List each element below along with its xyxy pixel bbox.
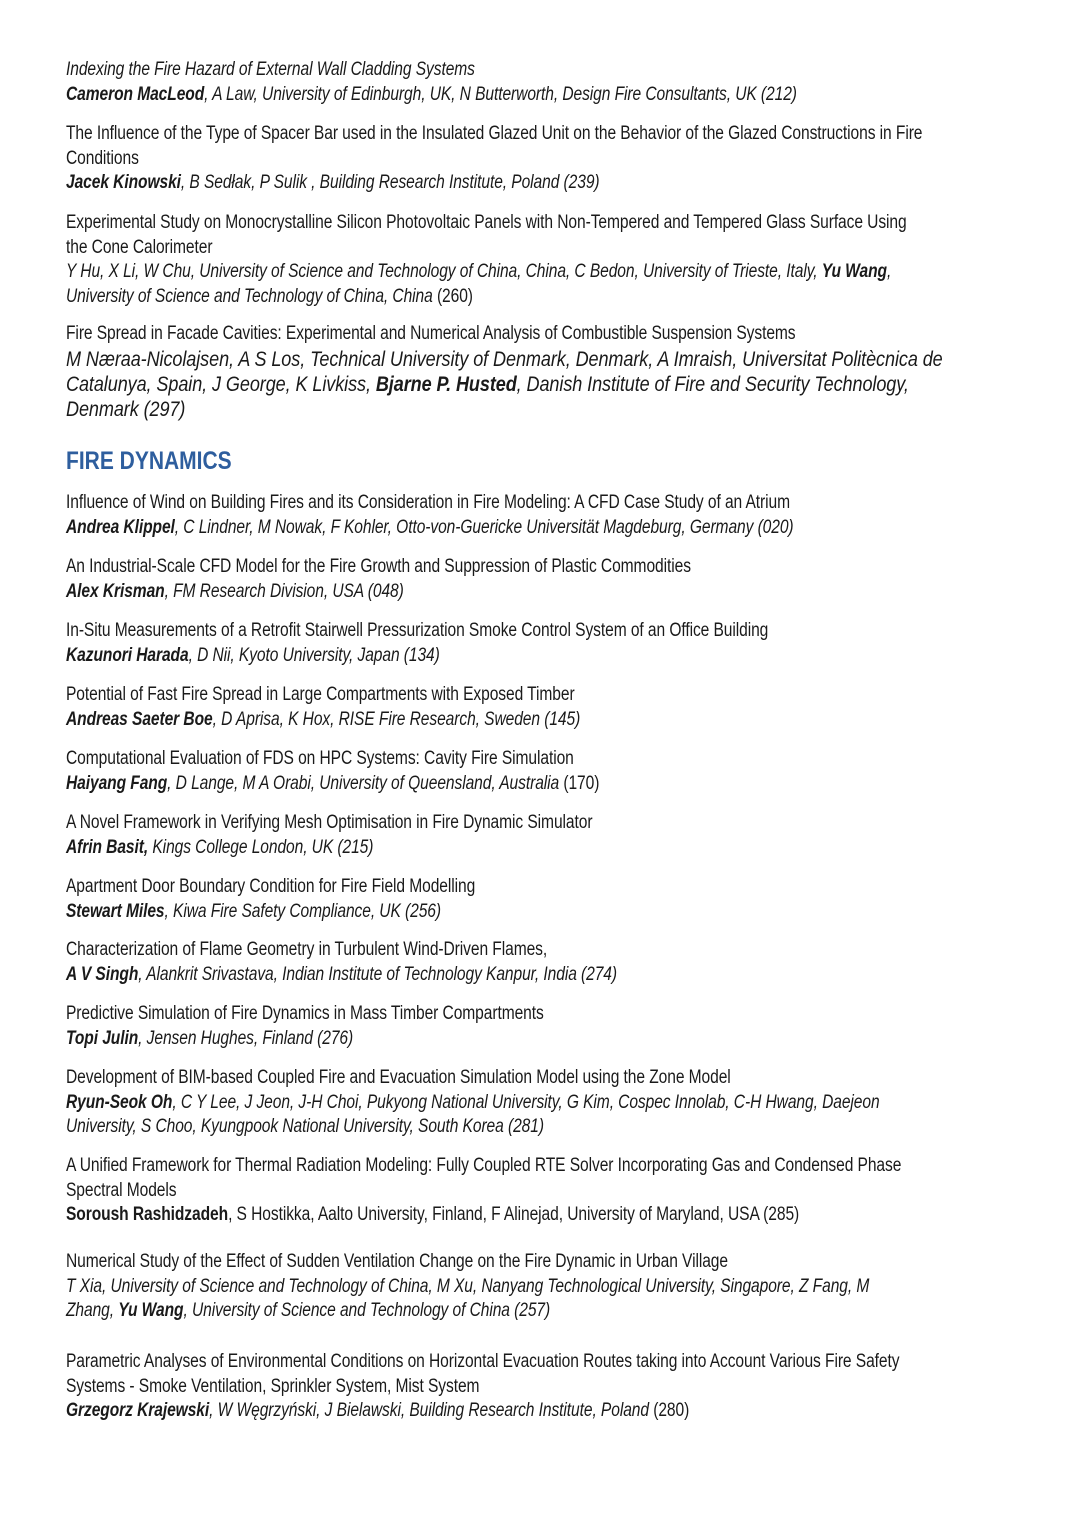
paper-title: Computational Evaluation of FDS on HPC Systems: Cavity Fire Simulation: [66, 748, 574, 769]
presenting-author: Yu Wang: [118, 1300, 184, 1321]
paper-authors: [66, 372, 926, 397]
author-text: Y Hu, X Li, W Chu, University of Science and Technology of China, China, C Bedon, University of Trieste, Italy,: [66, 261, 822, 282]
paper-title: Parametric Analyses of Environmental Conditions on Horizontal Evacuation Routes taking into Account Various Fire Safety: [66, 1351, 900, 1372]
presenting-author: Soroush Rashidzadeh: [66, 1204, 229, 1225]
paper-entry: [66, 747, 1066, 796]
paper-authors: [66, 580, 886, 605]
author-text: , D Aprisa, K Hox, RISE Fire Research, Sweden (145): [212, 708, 581, 730]
paper-title: the Cone Calorimeter: [66, 236, 213, 258]
author-text: , Kiwa Fire Safety Compliance, UK (256): [164, 900, 442, 922]
presenting-author: Cameron MacLeod: [66, 83, 205, 105]
author-text: , Danish Institute of Fire and Security Technology,: [516, 372, 909, 396]
paper-authors: [66, 836, 886, 861]
author-text: Catalunya, Spain, J George, K Livkiss,: [66, 372, 376, 396]
author-text: T Xia, University of Science and Technology of China, M Xu, Nanyang Technological University, Singapore, Z Fang, M: [66, 1275, 870, 1297]
presenting-author: Bjarne P. Husted: [375, 372, 517, 396]
paper-authors: [66, 260, 892, 285]
author-text: Kings College London, UK (215): [148, 836, 374, 858]
paper-title: A Novel Framework in Verifying Mesh Optimisation in Fire Dynamic Simulator: [66, 812, 593, 833]
paper-authors: [66, 1399, 886, 1424]
paper-authors: [66, 397, 926, 422]
author-text: University of Science and Technology of China, China: [66, 285, 437, 307]
author-text: , A Law, University of Edinburgh, UK, N Butterworth, Design Fire Consultants, UK (212): [204, 83, 797, 105]
paper-authors: [66, 1027, 886, 1052]
author-text: , Alankrit Srivastava, Indian Institute of Technology Kanpur, India (274): [138, 963, 617, 985]
paper-authors: [66, 171, 886, 196]
paper-entry: [66, 875, 1066, 924]
paper-title: Spectral Models: [66, 1179, 177, 1201]
author-text: , University of Science and Technology of China (257): [183, 1300, 551, 1321]
paper-authors: [66, 772, 886, 797]
presenting-author: Topi Julin: [66, 1027, 139, 1049]
presenting-author: Grzegorz Krajewski: [66, 1400, 210, 1421]
presenting-author: Alex Krisman: [66, 580, 165, 602]
author-text: (260): [436, 285, 473, 307]
author-text: M Næraa-Nicolajsen, A S Los, Technical University of Denmark, Denmark, A Imraish, Universitat Politècnica de: [66, 347, 943, 371]
author-text: , S Hostikka, Aalto University, Finland, F Alinejad, University of Maryland, USA (285): [228, 1204, 800, 1225]
paper-entry: [66, 938, 1066, 987]
author-text: , FM Research Division, USA (048): [164, 580, 404, 602]
paper-entry: [66, 122, 1066, 196]
presenting-author: Andrea Klippel: [66, 516, 175, 538]
paper-title: Characterization of Flame Geometry in Turbulent Wind-Driven Flames,: [66, 939, 548, 960]
paper-entry: [66, 322, 1066, 422]
presenting-author: Ryun-Seok Oh: [66, 1091, 173, 1113]
paper-authors: [66, 1091, 886, 1116]
paper-entry: [66, 811, 1066, 860]
paper-title: An Industrial-Scale CFD Model for the Fire Growth and Suppression of Plastic Commodities: [66, 556, 691, 577]
presenting-author: Stewart Miles: [66, 900, 165, 922]
paper-entry: [66, 619, 1066, 668]
paper-title: Development of BIM-based Coupled Fire and Evacuation Simulation Model using the Zone Model: [66, 1067, 731, 1088]
paper-entry: [66, 1066, 1066, 1140]
author-text: , C Y Lee, J Jeon, J-H Choi, Pukyong National University, G Kim, Cospec Innolab, C-H Hwang, Daejeon: [172, 1091, 880, 1113]
paper-title: A Unified Framework for Thermal Radiation Modeling: Fully Coupled RTE Solver Incorporating Gas and Condensed Phase: [66, 1155, 902, 1176]
paper-authors: [66, 347, 943, 372]
author-text: , B Sedłak, P Sulik , Building Research Institute, Poland (239): [180, 172, 600, 193]
presenting-author: Kazunori Harada: [66, 644, 189, 666]
paper-authors: [66, 516, 886, 541]
paper-entry: [66, 1154, 1066, 1228]
paper-entry: [66, 683, 1066, 732]
paper-authors: [66, 644, 886, 669]
paper-title: Conditions: [66, 147, 139, 169]
paper-authors: [66, 285, 886, 310]
author-text: Zhang,: [66, 1300, 119, 1321]
paper-title: Potential of Fast Fire Spread in Large Compartments with Exposed Timber: [66, 684, 575, 705]
paper-title: Numerical Study of the Effect of Sudden Ventilation Change on the Fire Dynamic in Urban Village: [66, 1251, 728, 1272]
paper-title: Indexing the Fire Hazard of External Wall Cladding Systems: [66, 59, 475, 80]
paper-authors: [66, 1203, 886, 1228]
paper-title: Experimental Study on Monocrystalline Silicon Photovoltaic Panels with Non-Tempered and Tempered Glass Surface Using: [66, 212, 907, 233]
paper-entry: [66, 211, 1066, 309]
author-text: Denmark (297): [66, 397, 186, 421]
paper-entry: [66, 1002, 1066, 1051]
paper-authors: [66, 900, 886, 925]
paper-entry: [66, 555, 1066, 604]
presenting-author: Afrin Basit,: [66, 836, 149, 858]
paper-entry: [66, 491, 1066, 540]
paper-entry: [66, 58, 1066, 107]
presenting-author: Jacek Kinowski: [66, 172, 181, 193]
paper-authors: [66, 708, 886, 733]
author-text: , D Nii, Kyoto University, Japan (134): [188, 644, 440, 666]
presenting-author: Yu Wang: [821, 261, 887, 282]
paper-authors: [66, 963, 886, 988]
paper-authors: [66, 1299, 886, 1324]
author-text: , C Lindner, M Nowak, F Kohler, Otto-von-Guericke Universität Magdeburg, Germany (020): [174, 516, 794, 538]
author-text: , D Lange, M A Orabi, University of Queensland, Australia: [167, 772, 564, 794]
paper-title: In-Situ Measurements of a Retrofit Stairwell Pressurization Smoke Control System of an Office Building: [66, 620, 769, 641]
paper-entry: [66, 1350, 1066, 1424]
author-text: (280): [653, 1400, 690, 1421]
paper-title: Fire Spread in Facade Cavities: Experimental and Numerical Analysis of Combustible Suspension Systems: [66, 323, 796, 344]
presenting-author: Haiyang Fang: [66, 772, 168, 794]
paper-authors: [66, 1275, 886, 1300]
paper-entry: [66, 1250, 1066, 1324]
paper-authors: [66, 83, 886, 108]
paper-title: Influence of Wind on Building Fires and its Consideration in Fire Modeling: A CFD Case Study of an Atrium: [66, 492, 791, 513]
author-text: University, S Choo, Kyungpook National University, South Korea (281): [66, 1116, 544, 1137]
presenting-author: A V Singh: [66, 963, 139, 985]
paper-authors: [66, 1115, 886, 1140]
paper-title: Systems - Smoke Ventilation, Sprinkler System, Mist System: [66, 1375, 480, 1397]
section-heading: FIRE DYNAMICS: [66, 447, 232, 475]
author-text: ,: [886, 261, 892, 282]
presenting-author: Andreas Saeter Boe: [66, 708, 213, 730]
author-text: , Jensen Hughes, Finland (276): [138, 1027, 354, 1049]
paper-title: The Influence of the Type of Spacer Bar used in the Insulated Glazed Unit on the Behavior of the Glazed Constructions in Fire: [66, 123, 923, 144]
author-text: (170): [563, 772, 600, 794]
paper-title: Apartment Door Boundary Condition for Fire Field Modelling: [66, 876, 476, 897]
paper-title: Predictive Simulation of Fire Dynamics in Mass Timber Compartments: [66, 1003, 544, 1024]
author-text: , W Węgrzyński, J Bielawski, Building Research Institute, Poland: [209, 1400, 654, 1421]
